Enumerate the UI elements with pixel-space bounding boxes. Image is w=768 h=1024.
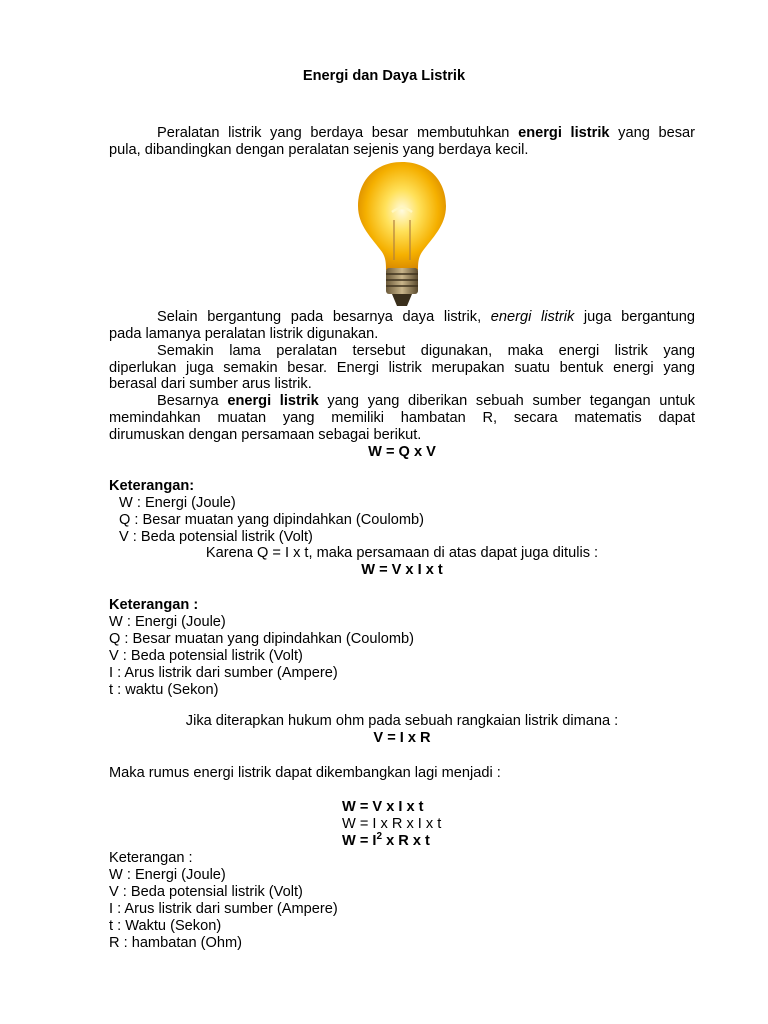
karena-text: Karena Q = I x t, maka persamaan di atas dapat juga ditulis :: [205, 545, 599, 561]
derivation-line-2: W = I x R x I x t: [342, 816, 442, 832]
ket1-item: V : Beda potensial listrik (Volt): [119, 529, 313, 545]
ket1-item: Q : Besar muatan yang dipindahkan (Coulomb): [119, 512, 425, 528]
ket2-item: Q : Besar muatan yang dipindahkan (Coulomb): [109, 631, 415, 647]
ohm-text: Jika diterapkan hukum ohm pada sebuah rangkaian listrik dimana :: [185, 713, 619, 729]
para2-line-2: pada lamanya peralatan listrik digunakan.: [109, 326, 379, 342]
para4-line-1: Besarnya energi listrik yang yang diberikan sebuah sumber tegangan untuk: [157, 393, 695, 409]
ket2-item: t : waktu (Sekon): [109, 682, 219, 698]
formula-v-ir: V = I x R: [373, 730, 431, 746]
ket2-item: W : Energi (Joule): [109, 614, 226, 630]
keterangan-heading-3: Keterangan :: [109, 850, 193, 866]
ket2-item: I : Arus listrik dari sumber (Ampere): [109, 665, 338, 681]
ket3-item: V : Beda potensial listrik (Volt): [109, 884, 303, 900]
derivation-line-1: W = V x I x t: [342, 799, 424, 815]
formula-w-vit: W = V x I x t: [361, 562, 443, 578]
ket3-item: W : Energi (Joule): [109, 867, 226, 883]
ket3-item: R : hambatan (Ohm): [109, 935, 243, 951]
formula-w-qv: W = Q x V: [368, 444, 436, 460]
para3-line-2: diperlukan juga semakin besar. Energi listrik merupakan suatu bentuk energi yang: [109, 360, 695, 376]
intro-line-2: pula, dibandingkan dengan peralatan sejenis yang berdaya kecil.: [109, 142, 529, 158]
page-title: Energi dan Daya Listrik: [302, 68, 466, 84]
para3-line-3: berasal dari sumber arus listrik.: [109, 376, 312, 392]
intro-line-1: Peralatan listrik yang berdaya besar membutuhkan energi listrik yang besar: [157, 125, 695, 141]
para4-line-3: dirumuskan dengan persamaan sebagai berikut.: [109, 427, 422, 443]
keterangan-heading-2: Keterangan :: [109, 597, 199, 613]
ket1-item: W : Energi (Joule): [119, 495, 236, 511]
ket3-item: I : Arus listrik dari sumber (Ampere): [109, 901, 338, 917]
ket2-item: V : Beda potensial listrik (Volt): [109, 648, 303, 664]
para3-line-1: Semakin lama peralatan tersebut digunakan, maka energi listrik yang: [157, 343, 695, 359]
light-bulb-image: [352, 160, 452, 310]
para2-line-1: Selain bergantung pada besarnya daya listrik, energi listrik juga bergantung: [157, 309, 695, 325]
maka-text: Maka rumus energi listrik dapat dikembangkan lagi menjadi :: [109, 765, 501, 781]
ket3-item: t : Waktu (Sekon): [109, 918, 222, 934]
para4-line-2: memindahkan muatan yang memiliki hambatan R, secara matematis dapat: [109, 410, 695, 426]
derivation-line-3: $W = I^2$ x R x t: [342, 831, 430, 849]
keterangan-heading-1: Keterangan:: [109, 478, 195, 494]
